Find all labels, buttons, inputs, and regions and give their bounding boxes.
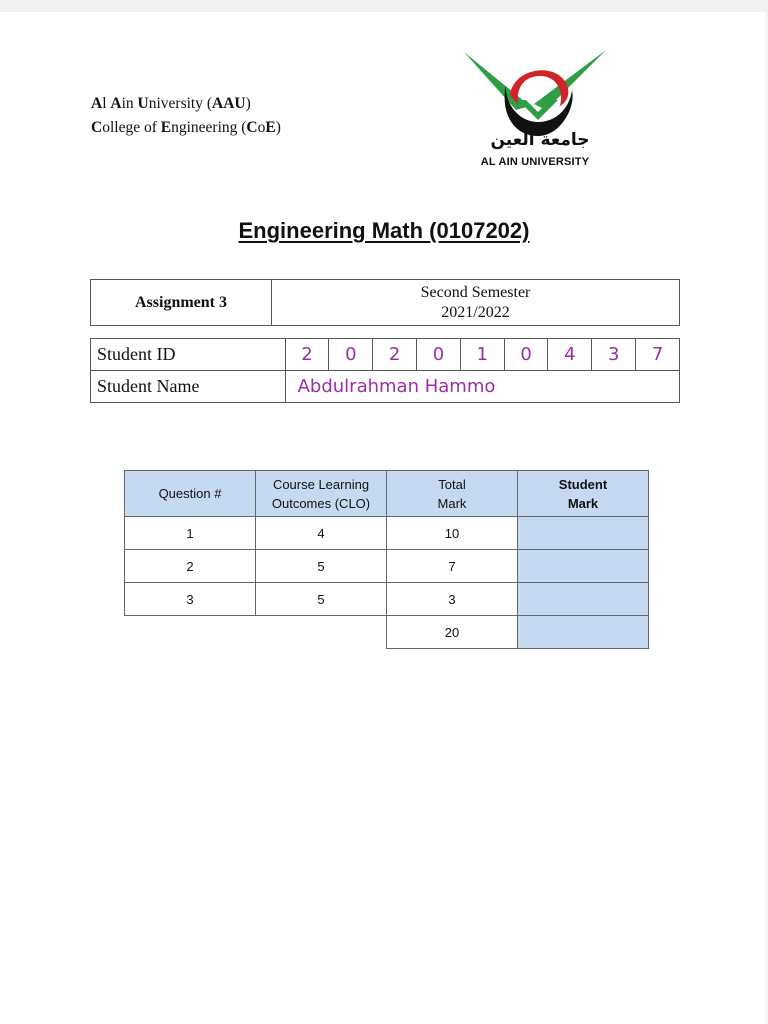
- header-text-part: l: [102, 95, 111, 112]
- header-text-part: C: [246, 119, 258, 136]
- header-student-line1: Student: [558, 476, 608, 492]
- header-student-line2: Mark: [567, 495, 599, 511]
- student-id-row: [91, 339, 680, 371]
- header-total-line2: Mark: [437, 495, 467, 511]
- header-text-part: E: [265, 119, 276, 136]
- header-text-part: ngineering (: [171, 119, 247, 136]
- total-mark-value: 3: [387, 583, 518, 616]
- header-text-part: in: [121, 95, 138, 112]
- academic-year-text: 2021/2022: [441, 303, 510, 321]
- header-total-line1: Total: [438, 476, 466, 492]
- header-clo: [256, 471, 387, 517]
- assignment-label: Assignment 3: [91, 280, 272, 326]
- header-text-part: A: [110, 95, 122, 112]
- header-text-part: C: [91, 119, 103, 136]
- student-id-digit[interactable]: 2: [373, 339, 417, 371]
- logo-arabic-text: جامعة العين: [490, 130, 590, 150]
- college-name-line: [91, 116, 281, 140]
- table-row: [125, 583, 649, 616]
- al-ain-university-logo: [460, 44, 620, 184]
- course-title: Engineering Math (0107202): [238, 218, 530, 243]
- clo-value: 4: [256, 517, 387, 550]
- total-mark-value: 10: [387, 517, 518, 550]
- student-id-digit[interactable]: 0: [504, 339, 548, 371]
- header-question-line: Question #: [158, 486, 222, 501]
- university-name-line: [91, 92, 281, 116]
- empty-cell: [256, 616, 387, 649]
- student-total-cell[interactable]: [518, 616, 649, 649]
- clo-value: 5: [256, 550, 387, 583]
- university-header: [91, 92, 281, 140]
- student-id-digit[interactable]: 4: [548, 339, 592, 371]
- student-id-digit[interactable]: 3: [592, 339, 636, 371]
- table-row: [125, 517, 649, 550]
- student-name-value[interactable]: Abdulrahman Hammo: [285, 371, 679, 403]
- header-text-part: o: [257, 119, 266, 136]
- header-text-part: ): [275, 119, 281, 136]
- header-student-mark: [518, 471, 649, 517]
- marks-table: [124, 470, 649, 649]
- header-text-part: A: [91, 95, 103, 112]
- header-text-part: niversity (: [148, 95, 213, 112]
- header-clo-line2: Outcomes (CLO): [271, 495, 371, 511]
- student-mark-cell[interactable]: [518, 583, 649, 616]
- question-number: 3: [125, 583, 256, 616]
- student-id-digit[interactable]: 2: [285, 339, 329, 371]
- marks-header-row: [125, 471, 649, 517]
- header-text-part: ollege of: [102, 119, 161, 136]
- assignment-info-table: [90, 279, 680, 326]
- header-text-part: E: [160, 119, 172, 136]
- student-id-digit[interactable]: 0: [417, 339, 461, 371]
- student-info-table: [90, 338, 680, 403]
- header-text-part: U: [137, 95, 149, 112]
- grand-total-value: 20: [387, 616, 518, 649]
- header-text-part: ): [245, 95, 251, 112]
- header-text-part: AAU: [212, 95, 246, 112]
- header-total-mark: [387, 471, 518, 517]
- student-id-digit[interactable]: 7: [636, 339, 680, 371]
- semester-text: Second Semester: [420, 283, 531, 301]
- student-name-label: Student Name: [91, 371, 286, 403]
- student-id-digit[interactable]: 0: [329, 339, 373, 371]
- clo-value: 5: [256, 583, 387, 616]
- student-mark-cell[interactable]: [518, 550, 649, 583]
- student-name-row: [91, 371, 680, 403]
- question-number: 1: [125, 517, 256, 550]
- student-id-digit[interactable]: 1: [460, 339, 504, 371]
- header-question: [125, 471, 256, 517]
- table-row: [125, 550, 649, 583]
- top-margin-bar: [0, 0, 768, 12]
- header-clo-line1: Course Learning: [272, 476, 370, 492]
- total-mark-value: 7: [387, 550, 518, 583]
- logo-english-text: AL AIN UNIVERSITY: [480, 156, 590, 168]
- empty-cell: [125, 616, 256, 649]
- semester-cell: [272, 280, 680, 326]
- student-mark-cell[interactable]: [518, 517, 649, 550]
- total-row: [125, 616, 649, 649]
- question-number: 2: [125, 550, 256, 583]
- student-id-label: Student ID: [91, 339, 286, 371]
